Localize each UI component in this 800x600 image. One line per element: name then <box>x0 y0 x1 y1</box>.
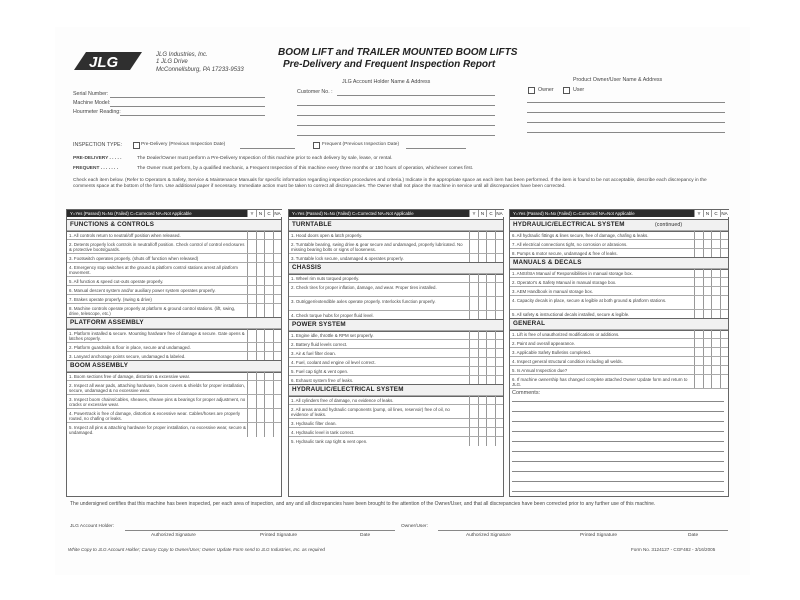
user-checkbox[interactable] <box>563 87 570 94</box>
checklist-item-text: 5. Inspect all pins & attaching hardware for proper installation, no excessive wear, secure & undamaged. <box>69 425 246 435</box>
legend-na-header: NA <box>496 211 503 216</box>
section-title: PLATFORM ASSEMBLY <box>70 319 144 326</box>
user-label: User <box>573 87 585 93</box>
section-title: HYDRAULIC/ELECTRICAL SYSTEM <box>292 386 404 393</box>
serial-number-field[interactable] <box>110 97 265 98</box>
checklist-item <box>289 239 503 254</box>
checklist-item-text: 3. Air & fuel filter clean. <box>291 351 336 356</box>
checkbox-na[interactable] <box>273 263 282 277</box>
checklist-item-text: 4. Emergency stop switches at the ground & platform control stations arrest all platform movement. <box>69 265 238 275</box>
checklist-item-text: 5. Is Annual Inspection due? <box>512 368 568 373</box>
account-holder-line-1[interactable] <box>297 105 495 106</box>
comments-line[interactable] <box>512 461 724 462</box>
comments-line[interactable] <box>512 441 724 442</box>
checklist-item-text: 8. Pumps & motor secure, undamaged & free of leaks. <box>512 251 618 256</box>
comments-line[interactable] <box>512 421 724 422</box>
comments-line[interactable] <box>512 411 724 412</box>
comments-line[interactable] <box>512 401 724 402</box>
checklist-item <box>67 394 281 409</box>
checklist-item-text: 3. Applicable Safety Bulletins completed. <box>512 350 592 355</box>
form-subtitle: Pre-Delivery and Frequent Inspection Report <box>283 59 496 70</box>
form-number: Form No. 3124127 - CGF482 - 3/16/2005 <box>631 547 716 552</box>
checklist-item-text: 1. Engine idle, throttle & RPM set properly. <box>291 333 374 338</box>
checkbox-na[interactable] <box>273 423 282 437</box>
customer-no-field[interactable] <box>337 95 495 96</box>
section-title: HYDRAULIC/ELECTRICAL SYSTEM <box>513 221 625 228</box>
checklist-item-text: 3. Hydraulic filter clean. <box>291 421 337 426</box>
checklist-item-text: 3. AEM Handbook in manual storage box. <box>512 289 594 294</box>
company-address <box>156 52 244 74</box>
comments-line[interactable] <box>512 471 724 472</box>
legend-na-header: NA <box>721 211 728 216</box>
checklist-item-text: 6. Exhaust system free of leaks. <box>291 378 354 383</box>
checklist-item-text: 1. Hood doors open & latch properly. <box>291 233 363 238</box>
checklist-item-text: 1. Boom sections free of damage, distortion & excessive wear. <box>69 374 191 379</box>
printed-signature-label-1: Printed Signature <box>260 533 298 538</box>
checklist-item <box>289 404 503 419</box>
checklist-item-text: 2. All areas around hydraulic components (pump, oil lines, reservoir) free of oil, no evidence of leaks. <box>291 407 450 417</box>
checklist-item <box>289 296 503 311</box>
section-title: POWER SYSTEM <box>292 321 346 328</box>
account-holder-title: JLG Account Holder Name & Address <box>342 79 431 85</box>
checkbox-na[interactable] <box>273 240 282 254</box>
checklist-item-text: 7. All electrical connections tight, no corrosion or abrasions. <box>512 242 628 247</box>
date-label-1: Date <box>360 533 371 538</box>
company-city: McConnellsburg, PA 17233-9533 <box>156 66 244 73</box>
section-note: (continued) <box>655 222 683 228</box>
logo-text: JLG <box>89 54 119 71</box>
comments-line[interactable] <box>512 431 724 432</box>
legend-c-header: C <box>711 210 720 217</box>
checklist-item <box>67 408 281 423</box>
checklist-item-text: 5. All safety & instructional decals installed, secure & legible. <box>512 312 630 317</box>
legend-na-header: NA <box>274 211 281 216</box>
machine-model-field[interactable] <box>110 106 265 107</box>
checklist-item <box>510 374 728 389</box>
frequent-checkbox[interactable] <box>313 142 320 149</box>
checkbox-na[interactable] <box>273 409 282 423</box>
frequent-option: Frequent (Previous Inspection Date) <box>322 142 400 147</box>
checklist-item <box>67 303 281 318</box>
checkbox-na[interactable] <box>273 395 282 409</box>
checklist-item-text: 1. Wheel rim nuts torqued properly. <box>291 276 360 281</box>
checklist-item-text: 2. Paint and overall appearance. <box>512 341 576 346</box>
owner-label: Owner <box>538 87 554 93</box>
legend-y-header: Y <box>694 210 703 217</box>
checklist-item-text: 5. Fuel cap tight & vent open. <box>291 369 349 374</box>
checkbox-na[interactable] <box>495 283 504 297</box>
form-title: BOOM LIFT and TRAILER MOUNTED BOOM LIFTS <box>278 47 518 58</box>
checkbox-na[interactable] <box>720 296 729 310</box>
checklist-item-text: 1. All controls return to neutral/off position when released. <box>69 233 181 238</box>
account-holder-signature-label: JLG Account Holder: <box>70 524 114 529</box>
checklist-item-text: 4. Powertrack is free of damage, distortion & excessive wear. Cables/hoses are properly routed, no chafing or leaks. <box>69 411 241 421</box>
comments-line[interactable] <box>512 451 724 452</box>
checklist-item-text: 6. If machine ownership has changed complete attached Owner Update form and return to JLG. <box>512 377 688 387</box>
legend-bar: Y=Yes (Passed) N=No (Failed) C=Corrected NA=Not Applicable <box>510 210 694 217</box>
checklist-item-text: 2. Operator's & Safety Manual in manual storage box. <box>512 280 617 285</box>
printed-signature-label-2: Printed Signature <box>580 533 618 538</box>
legend-n-header: N <box>703 210 712 217</box>
owner-address-line-3[interactable] <box>527 122 725 123</box>
section-title: MANUALS & DECALS <box>513 259 582 266</box>
checkbox-na[interactable] <box>273 381 282 395</box>
comments-line[interactable] <box>512 481 724 482</box>
section-title: GENERAL <box>513 320 546 327</box>
legend-bar: Y=Yes (Passed) N=No (Failed) C=Corrected NA=Not Applicable <box>67 210 247 217</box>
checklist-item-text: 8. Machine controls operate properly at platform & ground control stations. (lift, swing, drive, telescope, etc.) <box>69 306 236 316</box>
checkbox-na[interactable] <box>495 405 504 419</box>
authorized-signature-label-2: Authorized Signature <box>466 533 511 538</box>
checklist-item-text: 3. Turntable lock secure, undamaged & operates properly. <box>291 256 404 261</box>
checklist-item-text: 4. Hydraulic level in tank correct. <box>291 430 355 435</box>
checklist-item <box>289 282 503 297</box>
account-holder-line-3[interactable] <box>297 125 495 126</box>
checklist-item-text: 1. Platform installed & secure. Mounting hardware free of damage & secure. Gate opens & latches properly. <box>69 331 245 341</box>
authorized-signature-label-1: Authorized Signature <box>151 533 196 538</box>
comments-label: Comments: <box>512 390 541 396</box>
checklist-item-text: 3. Lanyard anchorage points secure, undamaged & labeled. <box>69 354 186 359</box>
pre-delivery-term: PRE-DELIVERY . . . . . <box>73 156 122 161</box>
checklist-item-text: 4. Capacity decals in place, secure & legible at both ground & platform stations. <box>512 298 667 303</box>
checklist-item <box>67 239 281 254</box>
account-holder-line-2[interactable] <box>297 115 495 116</box>
checklist-item-text: 1. Lift is free of unauthorized modifications or additions. <box>512 332 620 337</box>
checklist-item-text: 2. Inspect all wear pads, attaching hardware, boom covers & shields for proper installation, secure, undamaged & no excessive wear. <box>69 383 245 393</box>
checklist-item-text: 3. Footswitch operates properly. (shuts off function when released) <box>69 256 199 261</box>
checklist-item-text: 3. Outrigger/extendible axles operate properly. Interlocks function properly. <box>291 299 436 304</box>
checklist-item-text: 4. Fuel, coolant and engine oil level correct. <box>291 360 376 365</box>
checklist-column-3 <box>509 209 729 497</box>
section-title: FUNCTIONS & CONTROLS <box>70 221 155 228</box>
copy-distribution-note: White Copy to JLG Account Holder; Canary Copy to Owner/User; Owner Update Form send to JLG Industries, Inc. as required <box>68 547 325 552</box>
owner-user-signature-line[interactable] <box>438 530 728 531</box>
checklist-item-text: 4. Inspect general structural condition including all welds. <box>512 359 623 364</box>
company-street: 1 JLG Drive <box>156 59 188 66</box>
product-owner-title: Product Owner/User Name & Address <box>573 77 663 83</box>
owner-checkbox[interactable] <box>528 87 535 94</box>
checkbox-na[interactable] <box>720 375 729 389</box>
section-title: CHASSIS <box>292 264 322 271</box>
legend-n-header: N <box>478 210 487 217</box>
checklist-item-text: 2. Detents properly lock controls in neutral/off position. Check control of control enclosures & protective boots/guards. <box>69 242 245 252</box>
checkbox-na[interactable] <box>495 240 504 254</box>
checklist-item-text: 2. Battery fluid levels correct. <box>291 342 348 347</box>
checklist-item-text: 5. All function & speed cut-outs operate properly. <box>69 279 164 284</box>
account-holder-signature-line[interactable] <box>125 530 395 531</box>
account-holder-line-4[interactable] <box>297 135 495 136</box>
checkbox-na[interactable] <box>495 297 504 311</box>
owner-address-line-1[interactable] <box>527 102 725 103</box>
owner-address-line-2[interactable] <box>527 112 725 113</box>
comments-line[interactable] <box>512 491 724 492</box>
checklist-item-text: 6. Manual descent system and/or auxiliary power system operates properly. <box>69 288 216 293</box>
legend-c-header: C <box>264 210 273 217</box>
legend-n-header: N <box>256 210 265 217</box>
checklist-item <box>67 328 281 343</box>
serial-number-label: Serial Number: <box>73 91 109 97</box>
legend-y-header: Y <box>247 210 256 217</box>
pre-delivery-option: Pre-Delivery (Previous Inspection Date) <box>141 142 226 147</box>
section-title: TURNTABLE <box>292 221 332 228</box>
pre-delivery-definition: The Dealer/Owner must perform a Pre-Delivery Inspection of this machine prior to each delivery by sale, lease, or rental. <box>137 156 393 161</box>
pre-delivery-date-field[interactable] <box>240 148 295 149</box>
checklist-item-text: 5. Hydraulic tank cap tight & vent open. <box>291 439 368 444</box>
frequent-term: FREQUENT . . . . . . . <box>73 166 119 171</box>
certification-statement: The undersigned certifies that this machine has been inspected, per each area of inspection, and any and all discrepancies have been brought to the attention of the Owner/User, and that all discrepancies have been corrected prior to any further use of this machine. <box>70 501 656 507</box>
comments-area[interactable] <box>510 388 728 497</box>
checklist-column-1 <box>66 209 282 497</box>
checklist-column-2 <box>288 209 504 497</box>
checklist-item <box>289 436 503 446</box>
owner-user-signature-label: Owner/User: <box>401 524 428 529</box>
checklist-item-text: 3. Inspect boom chains/cables, sheaves, sheave pins & bearings for proper adjustment, no cracks or excessive wear. <box>69 397 246 407</box>
company-name: JLG Industries, Inc. <box>156 52 208 58</box>
checklist-item <box>67 262 281 277</box>
checklist-item <box>67 422 281 437</box>
pre-delivery-checkbox[interactable] <box>133 142 140 149</box>
frequent-definition: The Owner must perform, by a qualified mechanic, a Frequent Inspection of this machine every three months or 150 hours of operation, whichever comes first. <box>137 166 474 171</box>
checkbox-na[interactable] <box>273 304 282 318</box>
checklist-item-text: 1. ANSI/SIA Manual of Responsibilities in manual storage box. <box>512 271 633 276</box>
checklist-item-text: 4. Check torque hubs for proper fluid level. <box>291 313 374 318</box>
frequent-date-field[interactable] <box>406 148 466 149</box>
checklist-item-text: 2. Platform guardrails & floor in place, secure and undamaged. <box>69 345 191 350</box>
instructions-paragraph: Check each item below. (Refer to Operators & Safety, Service & Maintenance Manuals for specific information regarding inspection procedures and criteria.) Indicate in the appropriate space as each item has been performed. If the item is found to be not acceptable, describe each discrepancy in the comments space at the bottom of the form. Use additional paper if necessary. Immediate action must be taken to correct all discrepancies. The Owner shall not place the machine in service until all discrepancies have been corrected. <box>73 178 707 189</box>
hourmeter-field[interactable] <box>120 115 265 116</box>
checklist-item-text: 2. Check tires for proper inflation, damage, and wear. Proper tires installed. <box>291 285 437 290</box>
checklist-item-text: 7. Brakes operate properly. (swing & drive) <box>69 297 152 302</box>
jlg-logo <box>72 48 144 74</box>
owner-address-line-4[interactable] <box>527 132 725 133</box>
checkbox-na[interactable] <box>495 437 504 446</box>
section-title: BOOM ASSEMBLY <box>70 362 129 369</box>
checklist-item-text: 2. Turntable bearing, swing drive & gear secure and undamaged, properly lubricated. No missing bearing bolts or signs of looseness. <box>291 242 463 252</box>
checklist-item-text: 1. All cylinders free of damage, no evidence of leaks. <box>291 398 394 403</box>
checklist-item <box>67 380 281 395</box>
inspection-type-label: INSPECTION TYPE: <box>73 142 123 148</box>
checkbox-na[interactable] <box>273 329 282 343</box>
legend-y-header: Y <box>469 210 478 217</box>
checklist-item <box>510 295 728 310</box>
machine-model-label: Machine Model: <box>73 100 111 106</box>
date-label-2: Date <box>688 533 699 538</box>
legend-c-header: C <box>486 210 495 217</box>
customer-no-label: Customer No. : <box>297 89 333 95</box>
legend-bar: Y=Yes (Passed) N=No (Failed) C=Corrected NA=Not Applicable <box>289 210 469 217</box>
checklist-item-text: 6. All hydraulic fittings & lines secure, free of damage, chafing & leaks. <box>512 233 649 238</box>
hourmeter-label: Hourmeter Reading: <box>73 109 121 115</box>
